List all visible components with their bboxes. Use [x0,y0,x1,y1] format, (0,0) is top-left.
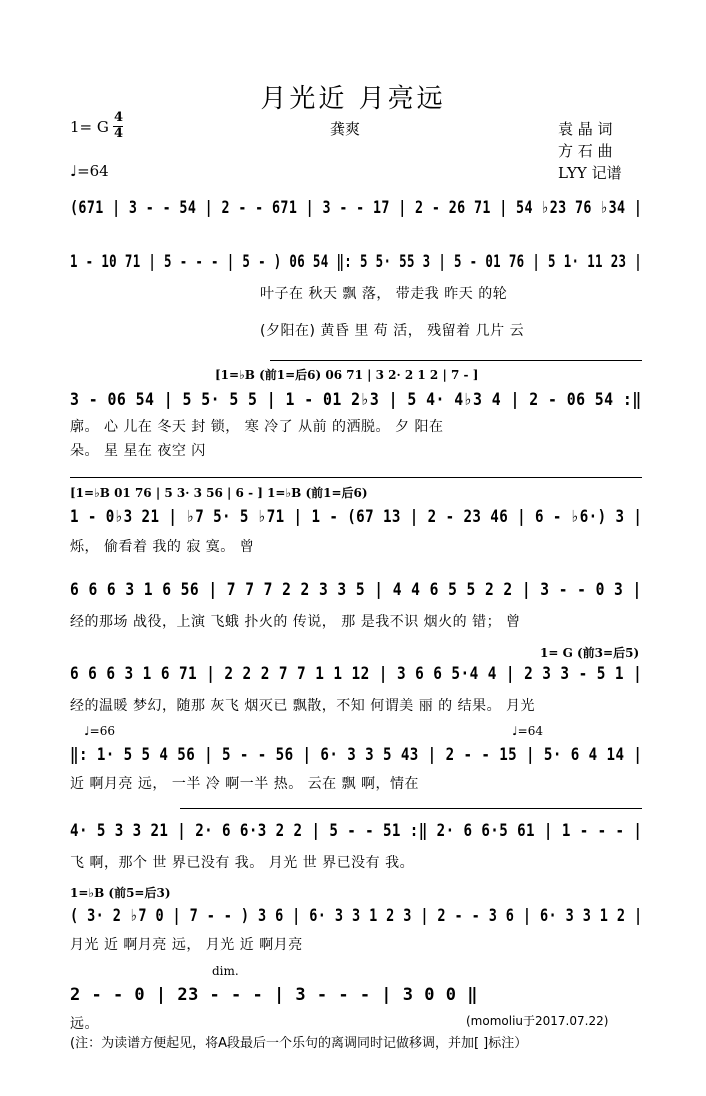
lyrics-row-6: 经的温暖 梦幻，随那 灰飞 烟灭已 飘散，不知 何谓美 丽 的 结果。 月光 [70,698,536,714]
tempo-annotation-row-7-b: ♩=64 [512,724,543,738]
modulation-annotation-row-9: 1=♭B (前5=后3) [70,886,171,900]
score-row-3: 3 - 06 54 | 5 5· 5 5 | 1 - 01 2♭3 | 5 4· 4♭3 4 | 2 - 06 54 :‖ [70,390,642,410]
lyrics-row-2-verse-2: (夕阳在) 黄昏 里 苟 活， 残留着 几片 云 [260,323,525,339]
lyrics-row-9: 月光 近 啊月亮 远， 月光 近 啊月亮 [70,937,303,953]
score-row-4: 1 - 0♭3 21 | ♭7 5· 5 ♭71 | 1 - (67 13 | 2 - 23 46 | 6 - ♭6·) 3 | [70,507,643,527]
bracket-line [270,360,642,361]
score-row-9: ( 3· 2 ♭7 0 | 7 - - ) 3 6 | 6· 3 3 1 2 3 | 2 - - 3 6 | 6· 3 3 1 2 | [70,906,643,926]
score-row-1: (671 | 3 - - 54 | 2 - - 671 | 3 - - 17 | 2 - 26 71 | 54 ♭23 76 ♭34 | [70,198,643,218]
bracket-line [70,477,642,478]
lyrics-row-4: 烁， 偷看着 我的 寂 寞。 曾 [70,539,255,555]
score-row-10: 2 - - 0 | 23 - - - | 3 - - - | 3 0 0 ‖ [70,985,478,1005]
lyrics-row-10: 远。 [70,1016,99,1032]
footnote: (注：为读谱方便起见，将A段最后一个乐句的离调同时记做移调，并加[ ]标注） [70,1036,528,1051]
modulation-annotation-row-3: [1=♭B (前1=后6) 06 71 | 3 2· 2 1 2 | 7 - ] [215,368,479,382]
score-row-7: ‖: 1· 5 5 4 56 | 5 - - 56 | 6· 3 3 5 43 | 2 - - 15 | 5· 6 4 14 | [70,745,643,765]
modulation-annotation-row-4: [1=♭B 01 76 | 5 3· 3 56 | 6 - ] 1=♭B (前1=后6) [70,486,368,500]
singer: 龚爽 [330,120,361,138]
lyrics-row-3-verse-2: 朵。 星 星在 夜空 闪 [70,443,206,459]
score-row-6: 6 6 6 3 1 6 71 | 2 2 2 7 7 1 1 12 | 3 6 6 5·4 4 | 2 3 3 - 5 1 | [70,664,643,684]
lyrics-row-5: 经的那场 战役，上演 飞蛾 扑火的 传说， 那 是我不识 烟火的 错； 曾 [70,614,521,630]
tempo-annotation-row-7: ♩=66 [84,724,115,738]
lyrics-row-2-verse-1: 叶子在 秋天 飘 落， 带走我 昨天 的轮 [260,286,508,302]
score-row-2: 1 - 10 71 | 5 - - - | 5 - ) 06 54 ‖: 5 5· 55 3 | 5 - 01 76 | 5 1· 11 23 | [70,252,643,272]
lyrics-row-8: 飞 啊，那个 世 界已没有 我。 月光 世 界已没有 我。 [70,855,415,871]
time-signature-top: 4 [114,110,124,125]
lyrics-row-7: 近 啊月亮 远， 一半 冷 啊一半 热。 云在 飘 啊，情在 [70,776,420,792]
tempo-marking: ♩=64 [70,162,109,180]
lyrics-row-3-verse-1: 廓。 心 儿在 冬天 封 锁， 寒 冷了 从前 的洒脱。 夕 阳在 [70,419,444,435]
dynamics-dim: dim. [212,964,239,978]
composer: 方 石 曲 [558,142,613,160]
score-row-5: 6 6 6 3 1 6 56 | 7 7 7 2 2 3 3 5 | 4 4 6 5 5 2 2 | 3 - - 0 3 | [70,580,642,600]
transcriber: LYY 记谱 [558,164,622,182]
lyricist: 袁 晶 词 [558,120,613,138]
song-title: 月光近 月亮远 [260,84,446,114]
score-row-8: 4· 5 3 3 21 | 2· 6 6·3 2 2 | 5 - - 51 :‖ 2· 6 6·5 61 | 1 - - - | [70,821,643,841]
volta-line [180,808,642,809]
time-signature-bottom: 4 [114,126,124,141]
key-signature: 1= G [70,118,109,136]
transcriber-signature: (momoliu于2017.07.22) [466,1014,609,1028]
modulation-annotation-row-6: 1= G (前3=后5) [540,646,640,660]
